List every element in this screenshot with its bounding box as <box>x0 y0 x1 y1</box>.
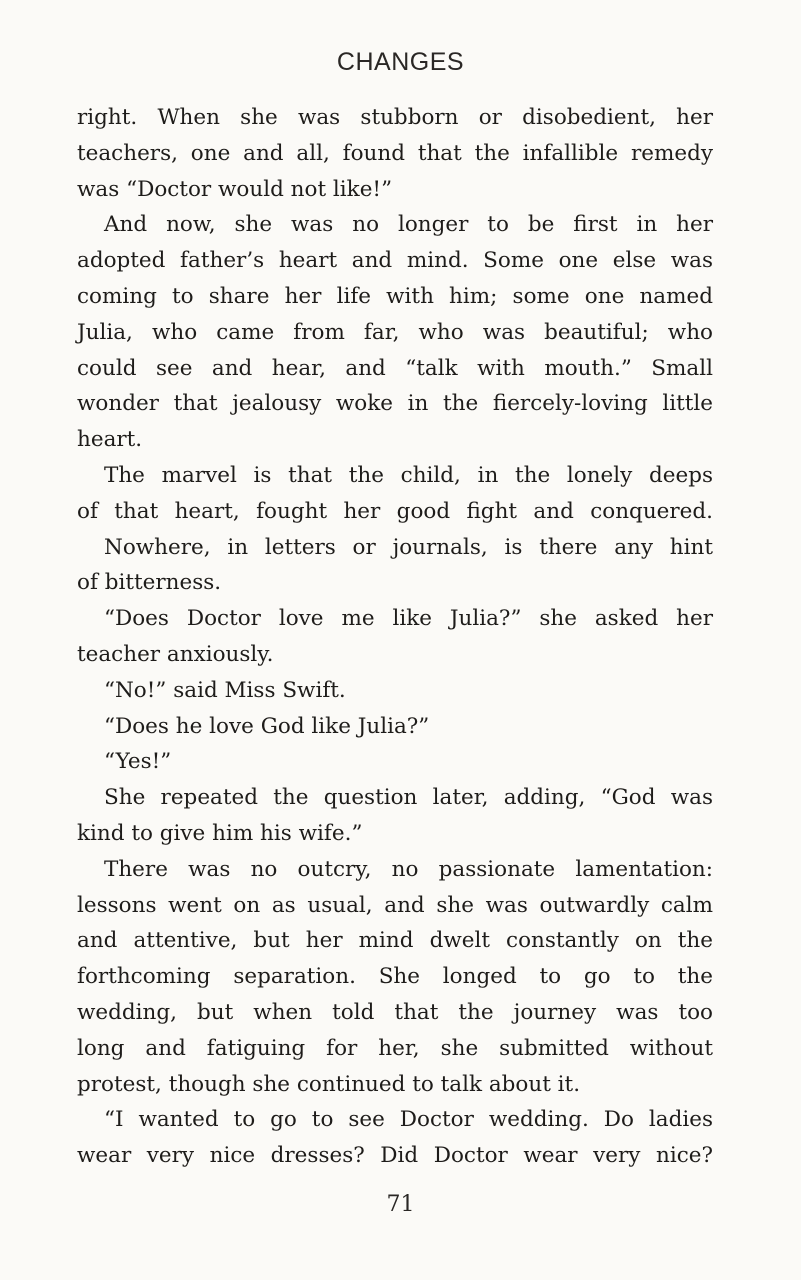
text-line: coming to share her life with him; some one named <box>77 283 713 309</box>
text-line: heart. <box>77 427 143 453</box>
text-line: adopted father’s heart and mind. Some one else was <box>77 248 713 274</box>
text-line: “Yes!” <box>104 749 172 775</box>
text-line: “I wanted to go to see Doctor wedding. Do ladies <box>104 1107 713 1133</box>
text-line: And now, she was no longer to be first in her <box>104 212 713 238</box>
text-line: “Does Doctor love me like Julia?” she asked her <box>104 606 713 632</box>
text-line: long and fatiguing for her, she submitted without <box>77 1035 713 1061</box>
text-line: wedding, but when told that the journey was too <box>77 999 713 1025</box>
text-line: was “Doctor would not like!” <box>77 176 393 202</box>
text-line: There was no outcry, no passionate lamentation: <box>104 856 713 882</box>
text-line: and attentive, but her mind dwelt constantly on the <box>77 928 713 954</box>
text-line: could see and hear, and “talk with mouth.” Small <box>77 355 713 381</box>
text-line: wonder that jealousy woke in the fiercely-loving little <box>77 391 713 417</box>
text-line: Nowhere, in letters or journals, is there any hint <box>104 534 713 560</box>
text-line: “Does he love God like Julia?” <box>104 713 430 739</box>
text-line: lessons went on as usual, and she was outwardly calm <box>77 892 713 918</box>
text-line: teacher anxiously. <box>77 641 274 667</box>
text-line: “No!” said Miss Swift. <box>104 677 346 703</box>
text-line: teachers, one and all, found that the infallible remedy <box>77 140 713 166</box>
text-line: forthcoming separation. She longed to go to the <box>77 964 713 990</box>
text-line: right. When she was stubborn or disobedient, her <box>77 105 713 130</box>
text-line: wear very nice dresses? Did Doctor wear very nice? <box>77 1143 713 1169</box>
text-line: Julia, who came from far, who was beautiful; who <box>77 319 713 345</box>
body-text <box>77 100 713 1174</box>
text-line: protest, though she continued to talk about it. <box>77 1071 581 1097</box>
page-number: 71 <box>386 1192 415 1217</box>
text-line: of that heart, fought her good fight and conquered. <box>77 498 713 524</box>
text-line: The marvel is that the child, in the lonely deeps <box>104 462 713 488</box>
text-line: of bitterness. <box>77 570 222 596</box>
text-line: She repeated the question later, adding, “God was <box>104 785 713 811</box>
text-line: kind to give him his wife.” <box>77 820 363 846</box>
running-head: CHANGES <box>336 48 465 76</box>
